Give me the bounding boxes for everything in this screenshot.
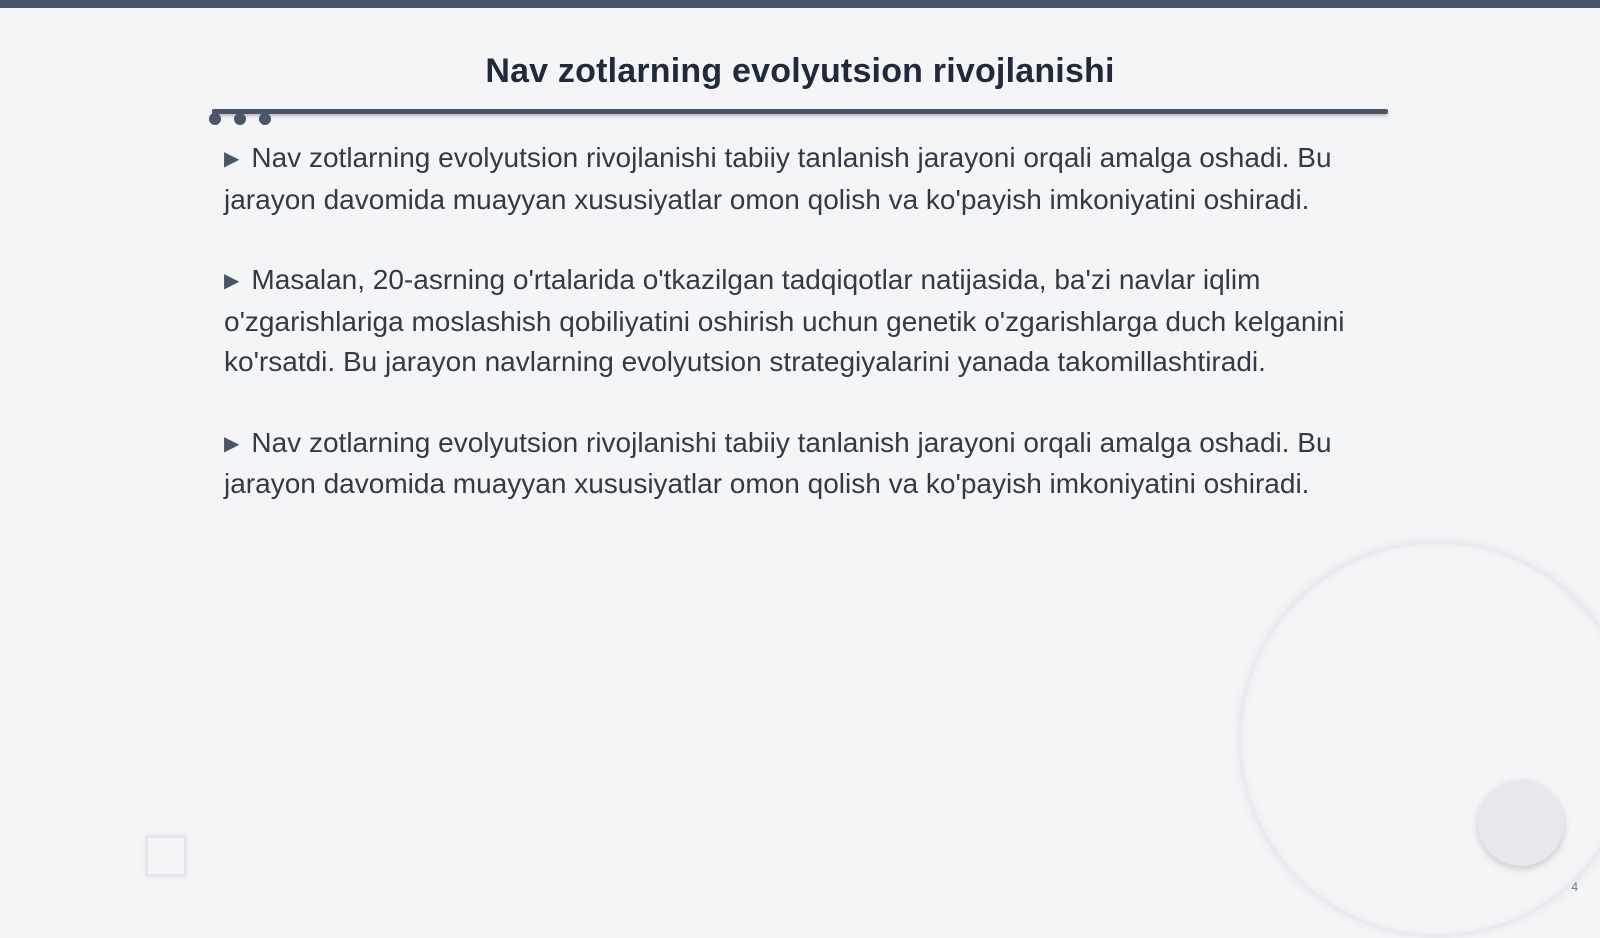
bullet-paragraph-3 bbox=[224, 423, 1384, 505]
decorative-ring bbox=[1238, 540, 1600, 938]
divider-dot-3 bbox=[259, 113, 271, 125]
slide-content bbox=[224, 138, 1384, 545]
divider-dot-2 bbox=[234, 113, 246, 125]
divider-dot-1 bbox=[209, 113, 221, 125]
bullet-paragraph-1 bbox=[224, 138, 1384, 220]
slide-title: Nav zotlarning evolyutsion rivojlanishi bbox=[485, 52, 1115, 90]
decorative-square bbox=[145, 835, 187, 877]
top-accent-bar bbox=[0, 0, 1600, 8]
paragraph-text: Nav zotlarning evolyutsion rivojlanishi tabiiy tanlanish jarayoni orqali amalga oshadi. Bu jarayon davomida muayyan xususiyatlar omon qolish va ko'payish imkoniyatini oshiradi. bbox=[224, 142, 1332, 215]
page-number: 4 bbox=[1571, 880, 1578, 894]
decorative-disc bbox=[1478, 780, 1564, 866]
triangle-bullet-icon: ▶ bbox=[224, 148, 240, 170]
title-divider bbox=[212, 109, 1388, 114]
triangle-bullet-icon: ▶ bbox=[224, 432, 240, 455]
paragraph-text: Masalan, 20-asrning o'rtalarida o'tkazilgan tadqiqotlar natijasida, ba'zi navlar iqlim o'zgarishlariga moslashish qobiliyatini oshirish uchun genetik o'zgarishlarga duch kelganini ko'rsatdi. Bu jarayon navlarning evolyutsion strategiyalarini yanada takomillashtiradi. bbox=[224, 264, 1345, 377]
triangle-bullet-icon: ▶ bbox=[224, 270, 240, 292]
bullet-paragraph-2 bbox=[224, 260, 1384, 383]
paragraph-text: Nav zotlarning evolyutsion rivojlanishi tabiiy tanlanish jarayoni orqali amalga oshadi. Bu jarayon davomida muayyan xususiyatlar omon qolish va ko'payish imkoniyatini oshiradi. bbox=[224, 426, 1332, 499]
